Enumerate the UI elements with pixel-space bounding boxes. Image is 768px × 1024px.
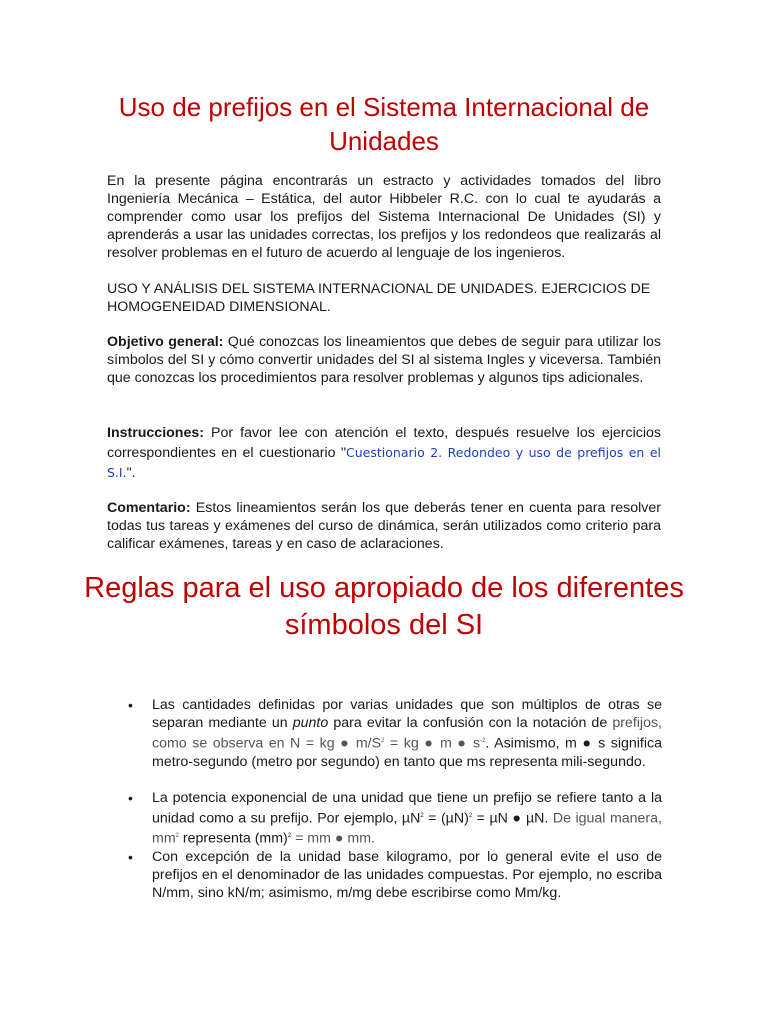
list-item	[128, 696, 662, 771]
bullet2-text-c: = µN ● µN.	[472, 810, 553, 827]
bullet2-text-d: De igual manera, mm	[152, 810, 662, 848]
bullet3-text: Con excepción de la unidad base kilogramo, por lo general evite el uso de prefijos en el denominador de las unidades compuestas. Por ejemplo, no escriba N/mm, sino kN/m; asimismo, m/mg debe escribirse como Mm/kg.	[152, 849, 662, 902]
bullet2-sup-c: 2	[175, 833, 179, 840]
list-item	[128, 789, 662, 848]
comment-paragraph	[107, 499, 661, 553]
bullet2-sup-a: 2	[420, 812, 424, 819]
comment-label: Comentario:	[107, 500, 191, 516]
bullet2-text-a: La potencia exponencial de una unidad que tiene un prefijo se refiere tanto a la unidad como a su prefijo. Por ejemplo, µN	[152, 789, 662, 827]
bullet1-sup-b: -2	[480, 738, 486, 744]
objective-paragraph	[107, 333, 661, 387]
rules-title: Reglas para el uso apropiado de los diferentes símbolos del SI	[84, 572, 684, 641]
objective-text: Qué conozcas los lineamientos que debes de seguir para utilizar los símbolos del SI y cómo convertir unidades del SI al sistema Ingles y viceversa. También que conozcas los procedimientos para resolver problemas y algunos tips adicionales.	[107, 334, 661, 386]
bullet1-text-a: Las cantidades definidas por varias unidades que son múltiplos de otras se separan mediante un	[152, 697, 662, 731]
bullet2-text-e: representa (mm)	[178, 831, 288, 848]
bullet1-text-b: para evitar la confusión con la notación de	[328, 715, 613, 731]
bullet2-text-b: = (µN)	[423, 810, 469, 827]
instructions-end: ".	[126, 465, 136, 481]
bullet2-sup-b: 2	[468, 812, 473, 819]
instructions-text: Por favor lee con atención el texto, después resuelve los ejercicios correspondientes en el cuestionario "	[107, 425, 661, 461]
list-item	[128, 848, 662, 902]
bullet1-text-d: = kg ● m ● s	[384, 735, 481, 752]
intro-paragraph: En la presente página encontrarás un estracto y actividades tomados del libro Ingeniería Mecánica – Estática, del autor Hibbeler R.C. con lo cual te ayudarás a comprender como usar los prefijos del Sistema Internacional De Unidades (SI) y aprenderás a usar las unidades correctas, los prefijos y los redondeos que realizarás al resolver problemas en el futuro de acuerdo al lenguaje de los ingenieros.	[107, 173, 661, 261]
comment-text: Estos lineamientos serán los que deberás tener en cuenta para resolver todas tus tareas y exámenes del curso de dinámica, serán utilizados como criterio para calificar exámenes, tareas y en caso de aclaraciones.	[107, 500, 661, 552]
bullet1-text-c: prefijos, como se observa en N = kg ● m/S	[152, 715, 662, 752]
bullet1-emphasis: punto	[292, 715, 329, 731]
page-title: Uso de prefijos en el Sistema Internacional de Unidades	[118, 92, 650, 156]
bullet1-sup-a: 2	[381, 738, 385, 744]
questionnaire-link[interactable]: Cuestionario 2. Redondeo y uso de prefijos en el S.I.	[107, 445, 661, 480]
instructions-label: Instrucciones:	[107, 425, 204, 441]
bullet2-text-f: = mm ● mm.	[291, 831, 375, 848]
rules-list	[128, 696, 662, 902]
instructions-paragraph	[107, 423, 661, 483]
section-heading: USO Y ANÁLISIS DEL SISTEMA INTERNACIONAL DE UNIDADES. EJERCICIOS DE HOMOGENEIDAD DIMENSIONAL.	[107, 281, 651, 315]
bullet2-sup-d: 2	[287, 833, 292, 840]
objective-label: Objetivo general:	[107, 334, 224, 350]
bullet1-text-e: . Asimismo, m ● s significa metro-segundo (metro por segundo) en tanto que ms representa mili-segundo.	[152, 735, 662, 770]
